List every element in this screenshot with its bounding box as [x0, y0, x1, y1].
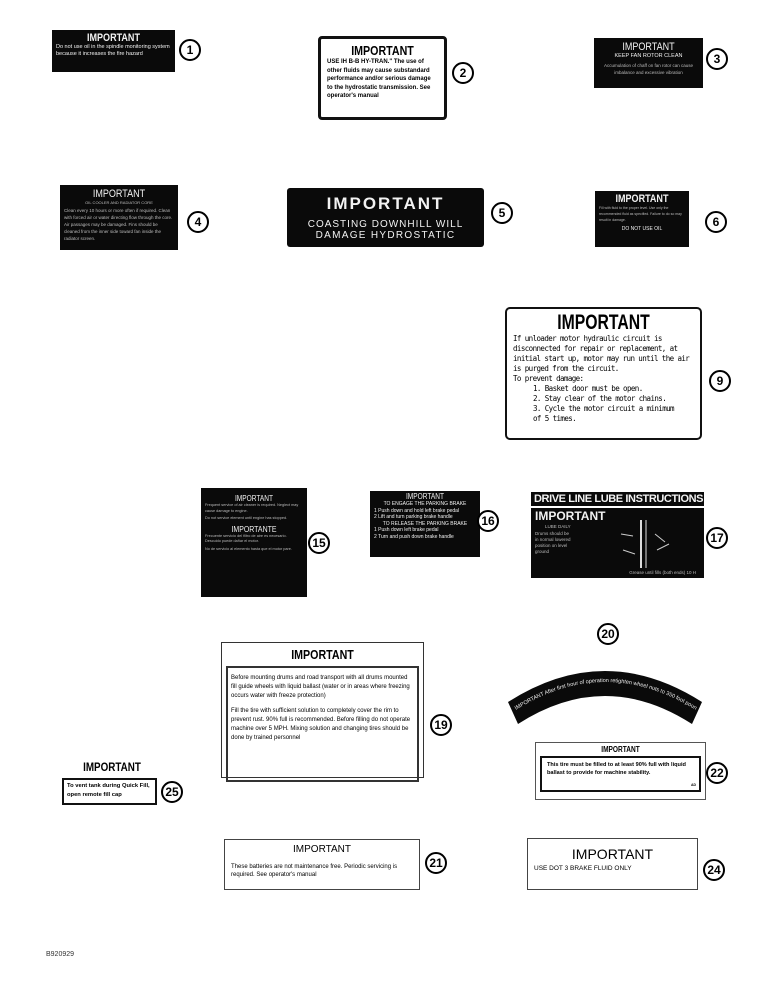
decal-3 [594, 38, 703, 88]
decal-title: IMPORTANT [293, 844, 351, 855]
decal-code: AD [690, 783, 696, 787]
callout-5: 5 [491, 202, 513, 224]
callout-19: 19 [430, 714, 452, 736]
decal-title: IMPORTANT [601, 745, 640, 754]
decal-footer: DO NOT USE OIL [621, 226, 663, 232]
callout-4: 4 [187, 211, 209, 233]
decal-step: 2. Stay clear of the motor chains. [533, 394, 667, 403]
decal-sub: LUBE DAILY [545, 524, 571, 529]
decal-17 [531, 492, 704, 578]
decal-step: 1 Push down and hold left brake pedal [374, 507, 460, 514]
decal-text: IMPORTANT After first hour of operation retighten wheel nuts to 350 foot poun [513, 677, 698, 712]
decal-text: Clean every 10 hours or more often if required. Clean with forced air or water directing flow through the core. Air passages may be damaged. Fins should be cleaned from the inner side toward fan inside the radiator screen. [64, 208, 173, 241]
callout-25: 25 [161, 781, 183, 803]
decal-text: Do not use oil in the spindle monitoring system because it increases the fire hazard [56, 44, 170, 57]
decal-22 [535, 742, 706, 800]
decal-step: 2 Lift and turn parking brake handle [374, 514, 453, 520]
callout-3: 3 [706, 48, 728, 70]
decal-text-2: Do not service element until engine has stopped. [205, 516, 288, 520]
decal-20-arc [500, 650, 710, 730]
decal-footer: Grease until fills (both ends) 10 H [629, 570, 696, 575]
decal-text: To vent tank during Quick Fill, open remote fill cap [67, 783, 150, 798]
decal-16 [370, 491, 480, 557]
decal-title: IMPORTANT [87, 32, 140, 44]
callout-6: 6 [705, 211, 727, 233]
decal-title: IMPORTANT [535, 509, 606, 523]
decal-engage: TO ENGAGE THE PARKING BRAKE [383, 501, 467, 507]
decal-title: IMPORTANT [92, 188, 146, 200]
decal-4 [60, 185, 178, 250]
decal-title: IMPORTANT [622, 41, 675, 53]
decal-25 [62, 778, 157, 805]
decal-step: 3. Cycle the motor circuit a minimum of 5 times. [533, 404, 674, 423]
decal-15 [201, 488, 307, 597]
callout-16: 16 [477, 510, 499, 532]
decal-text: USE IH B-B HY-TRAN." The use of other fluids may cause substandard performance and/or serious damage to the hydrostatic transmission. See operator's manual [327, 59, 431, 99]
decal-text: Drums should be in normal lowered position on level ground [535, 531, 571, 554]
decal-title: IMPORTANT [234, 494, 274, 503]
decal-text: If unloader motor hydraulic circuit is disconnected for repair or replacement, at initial start up, motor may run until the air is purged from the circuit. [513, 334, 690, 373]
decal-text: USE DOT 3 BRAKE FLUID ONLY [534, 865, 632, 872]
decal-text: These batteries are not maintenance free. Periodic servicing is required. See operator's manual [231, 864, 398, 878]
decal-step: 2 Turn and push down brake handle [374, 533, 454, 540]
callout-21: 21 [425, 852, 447, 874]
decal-2 [318, 36, 447, 120]
callout-9: 9 [709, 370, 731, 392]
decal-1 [52, 30, 175, 72]
decal-release: TO RELEASE THE PARKING BRAKE [382, 520, 468, 527]
callout-1: 1 [179, 39, 201, 61]
callout-2: 2 [452, 62, 474, 84]
decal-text: This tire must be filled to at least 90% full with liquid ballast to provide for machine stability. [547, 762, 686, 776]
decal-title: IMPORTANT [291, 647, 354, 662]
decal-step: 1. Basket door must be open. [533, 384, 643, 393]
decal-text: Fill with fluid to the proper level. Use only the recommended fluid as specified. Failure to do so may result in damage. [599, 206, 682, 222]
decal-header: DRIVE LINE LUBE INSTRUCTIONS [531, 492, 704, 508]
decal-title: IMPORTANT [557, 311, 650, 334]
drive-line-illustration [611, 520, 691, 568]
decal-text-4: No de servicio al elemento hasta que el motor pare. [205, 546, 292, 551]
decal-step: 1 Push down left brake pedal [374, 527, 439, 533]
decal-title: IMPORTANT [571, 846, 654, 862]
decal-title-2: IMPORTANTE [231, 523, 277, 534]
decal-19 [221, 642, 424, 778]
decal-paragraph-1: Before mounting drums and road transport with all drums mounted fill guide wheels with liquid ballast (water or in areas where freezing occurs water with freeze protection) [231, 675, 410, 699]
decal-9 [505, 307, 702, 440]
callout-15: 15 [308, 532, 330, 554]
decal-21 [224, 839, 420, 890]
decal-text: Accumulation of chaff on fan rotor can cause imbalance and excessive vibration [604, 63, 693, 75]
decal-title: IMPORTANT [405, 492, 445, 501]
decal-text-1: Frequent service of air cleaner is required. Neglect may cause damage to engine. [205, 503, 299, 513]
callout-20: 20 [597, 623, 619, 645]
decal-prevent: To prevent damage: [513, 374, 584, 383]
decal-line-1: COASTING DOWNHILL WILL [307, 219, 464, 230]
decal-line-2: DAMAGE HYDROSTATIC [315, 230, 456, 241]
figure-id: B920929 [46, 951, 75, 958]
decal-paragraph-2: Fill the tire with sufficient solution to completely cover the rim to prevent rust. 90% full is recommended. Before filling do not operate machine over 5 MPH. Mixing solution and changing tires should be done by trained personnel [231, 708, 411, 741]
decal-24 [527, 838, 698, 890]
decal-25-title: IMPORTANT [83, 760, 141, 774]
decal-text-3: Frecuente servicio del filtro de aire es necesario. Descuido puede dañar el motor. [205, 533, 287, 543]
decal-subtitle: OIL COOLER AND RADIATOR CORE [85, 200, 153, 205]
decal-5 [287, 188, 484, 247]
decal-title: IMPORTANT [326, 194, 445, 213]
callout-22: 22 [706, 762, 728, 784]
decal-title: IMPORTANT [351, 43, 414, 58]
decal-title: IMPORTANT [615, 193, 669, 205]
decal-6 [595, 191, 689, 247]
callout-17: 17 [706, 527, 728, 549]
callout-24: 24 [703, 859, 725, 881]
decal-subtitle: KEEP FAN ROTOR CLEAN [614, 53, 683, 59]
